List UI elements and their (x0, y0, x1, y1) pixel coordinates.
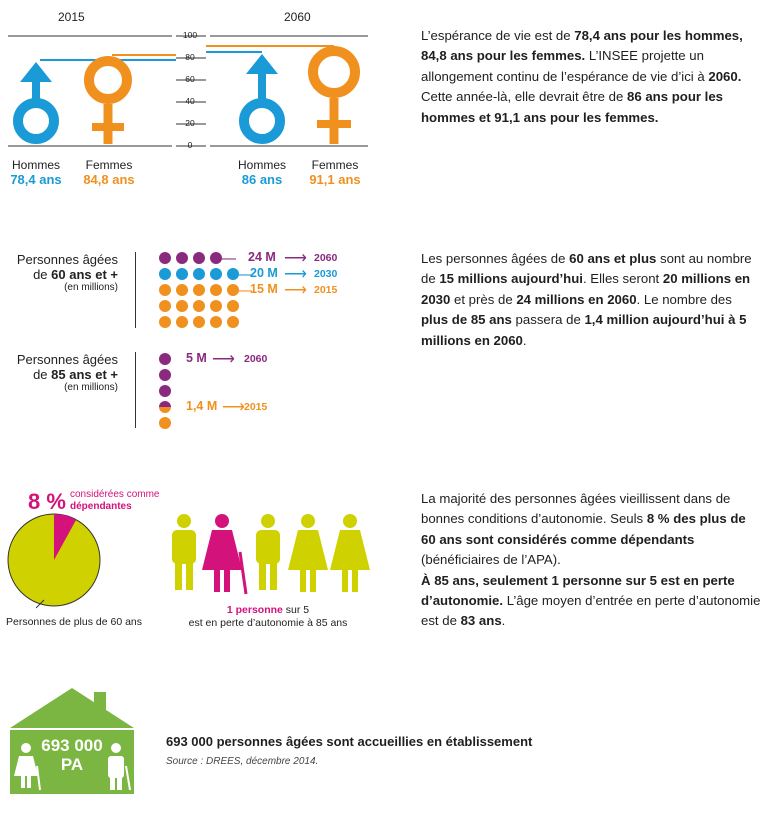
housing-source: Source : DREES, décembre 2014. (166, 756, 319, 767)
dependency-pie (6, 512, 106, 612)
population-dot (159, 300, 171, 312)
population-dot (159, 316, 171, 328)
tick-label: 60 (185, 74, 195, 84)
elderly-population-text: Les personnes âgées de 60 ans et plus sont au nombre de 15 millions aujourd’hui. Elles seront 20 millions en 2030 et près de 24 millions en 2060. Le nombre des plus de 85 ans passera de 1,4 million aujourd’hui à 5 millions en 2060. (421, 251, 752, 348)
population-dot (159, 268, 171, 280)
tick-label: 100 (182, 30, 198, 40)
population-dot (176, 316, 188, 328)
men-2015-caption: Hommes 78,4 ans (10, 158, 62, 187)
male-icon-2060 (244, 54, 280, 139)
population-dot (176, 268, 188, 280)
life-expectancy-text: L’espérance de vie est de 78,4 ans pour les hommes, 84,8 ans pour les femmes. L’INSEE projette un allongement continu de l’espérance de vie d’ici à 2060. Cette année-là, elle devrait être de 86 ans pour les hommes et 91,1 ans pour les femmes. (421, 28, 743, 125)
count-row-2015: — 15 M ⟶ 2015 (236, 282, 338, 299)
population-dot (159, 385, 171, 397)
population-dot (159, 417, 171, 429)
group-60-label: Personnes âgées de 60 ans et + (en millions) (16, 252, 118, 293)
life-expectancy-graphic (0, 24, 380, 154)
population-dot (210, 268, 222, 280)
people-pictogram (164, 512, 374, 596)
female-icon-2060 (313, 51, 355, 144)
population-dot (227, 300, 239, 312)
count-row-2060: — 24 M ⟶ 2060 (220, 250, 338, 267)
man-icon (172, 514, 196, 590)
housing-headline: 693 000 personnes âgées sont accueillies en établissement (166, 734, 533, 749)
group-85-label: Personnes âgées de 85 ans et + (en millions) (16, 352, 118, 393)
group-85-divider (135, 352, 136, 428)
count-row-85-2060: 5 M ⟶ 2060 (186, 351, 268, 368)
tick-label: 0 (187, 140, 193, 150)
dependency-text: La majorité des personnes âgées vieillissent dans de bonnes conditions d’autonomie. Seuls 8 % des plus de 60 ans sont considérés comme dépendants (bénéficiaires de l’APA). À 85 ans, seulement 1 personne sur 5 est en perte d’autonomie. L’âge moyen d’entrée en perte d’autonomie est de 83 ans. (421, 491, 761, 629)
women-2060-caption: Femmes 91,1 ans (309, 158, 361, 187)
population-dot (176, 284, 188, 296)
pie-caption: Personnes de plus de 60 ans (6, 616, 143, 628)
population-dot (193, 284, 205, 296)
year-2015-label: 2015 (58, 10, 85, 24)
population-dot (193, 316, 205, 328)
population-dot (176, 252, 188, 264)
tick-label: 40 (185, 96, 195, 106)
population-dot (159, 369, 171, 381)
population-dot (193, 252, 205, 264)
woman-icon (288, 514, 328, 592)
count-row-85-2015: 1,4 M ⟶ 2015 (186, 399, 268, 416)
male-icon-2015 (18, 62, 54, 139)
population-dot (210, 316, 222, 328)
dependent-woman-icon (202, 514, 246, 594)
house-label: 693 000 PA (41, 736, 103, 774)
population-dot (159, 252, 171, 264)
female-icon-2015 (89, 61, 127, 144)
population-dot (210, 300, 222, 312)
man-icon (256, 514, 280, 590)
dependency-caption: considérées comme dépendantes (70, 489, 160, 512)
population-dot (193, 268, 205, 280)
tick-label: 20 (185, 118, 195, 128)
dependency-percentage: 8 % (28, 489, 66, 514)
people-caption: 1 personne sur 5 est en perte d’autonomie à 85 ans (188, 604, 348, 629)
population-dot (159, 284, 171, 296)
group-60-divider (135, 252, 136, 328)
tick-label: 80 (185, 52, 195, 62)
women-2015-caption: Femmes 84,8 ans (83, 158, 135, 187)
year-2060-label: 2060 (284, 10, 311, 24)
population-dot (227, 316, 239, 328)
woman-icon (330, 514, 370, 592)
men-2060-caption: Hommes 86 ans (237, 158, 286, 187)
population-dot (193, 300, 205, 312)
count-row-2030: — 20 M ⟶ 2030 (236, 266, 338, 283)
population-dot (210, 284, 222, 296)
population-dot (176, 300, 188, 312)
